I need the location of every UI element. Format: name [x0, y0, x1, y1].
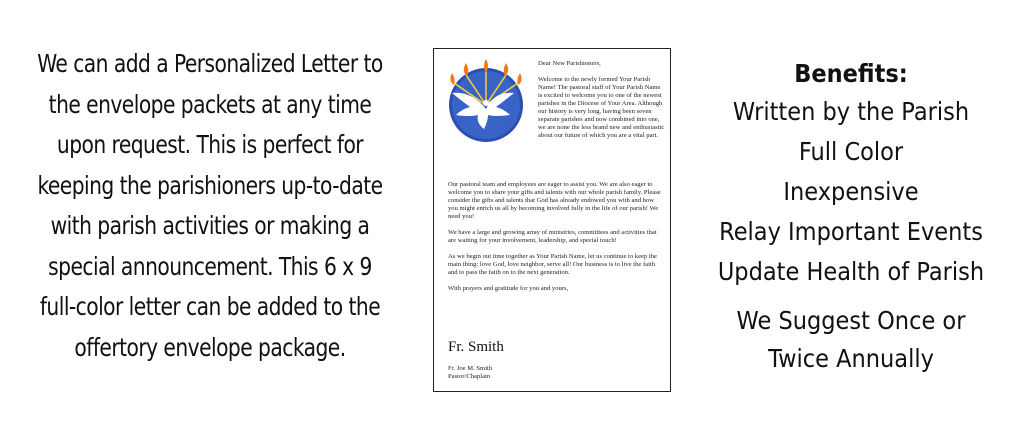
letter-paragraph: Our pastoral team and employees are eager to assist you. We are also eager to welcome you to share your gifts and talents with our whole parish family. Please consider the gifts and talents that God has already endowed you with and how you might enrich us all by becoming involved fully in the life of our parish! We need you! [448, 181, 661, 220]
benefit-item: Update Health of Parish [717, 257, 985, 286]
letter-paragraph: We have a large and growing array of ministries, committees and activities that are waiting for your involvement, leadership, and special touch! [448, 229, 657, 244]
frequency-suggestion: We Suggest Once or Twice Annually [736, 306, 966, 373]
benefit-item: Relay Important Events [719, 217, 983, 246]
benefit-item: Written by the Parish [732, 97, 970, 126]
sample-letter [433, 48, 671, 392]
letter-signature: Fr. Smith [448, 339, 504, 355]
benefit-item: Inexpensive [783, 177, 919, 206]
signer-name: Fr. Joe M. Smith [448, 365, 493, 372]
letter-paragraph: As we begin out time together as Your Parish Name, let us continue to keep the main thing: love God, love neighbor, serve all! Our business is to live the faith and to pass the faith on to the next generation. [448, 253, 657, 276]
letter-closing: With prayers and gratitude for you and yours, [448, 285, 569, 292]
dove-flames-logo-icon [444, 59, 528, 143]
letter-intro-paragraph: Welcome to the newly formed Your Parish Name! The pastoral staff of Your Parish Name is excited to welcome you to one of the newest parishes in the Diocese of Your Area. Although our history is very long, having been seven separate parishes and now combined into one, we are none the less brand new and enthusiastic about our future of which you are a vital part. [538, 76, 665, 139]
signer-title: Pastor/Chaplain [448, 373, 491, 380]
letter-signer [448, 365, 492, 381]
benefits-panel [706, 56, 996, 378]
letter-intro [538, 60, 666, 140]
description-text: We can add a Personalized Letter to the envelope packets at any time upon request. This is perfect for keeping the parishioners up-to-date with parish activities or making a special announcement. This 6 x 9 full-color letter can be added to the offertory envelope package. [37, 49, 383, 362]
benefit-item: Full Color [798, 137, 904, 166]
letter-greeting: Dear New Parishioners, [538, 60, 601, 67]
benefits-heading: Benefits: [794, 59, 908, 88]
letter-body [448, 181, 662, 301]
